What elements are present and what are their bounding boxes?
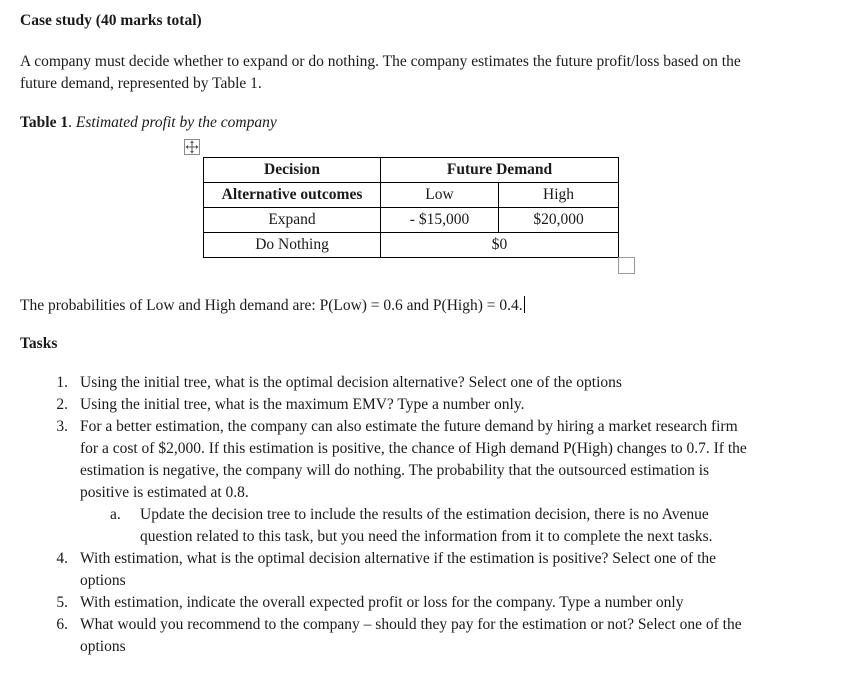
header-future-demand-cell: Future Demand: [381, 158, 619, 183]
task-text-line: for a cost of $2,000. If this estimation is positive, the chance of High demand P(High) changes to 0.7. If the: [80, 440, 747, 457]
subtask-letter: a.: [110, 506, 121, 523]
table-subheader-row: [204, 183, 619, 208]
task-number: 3.: [56, 418, 68, 435]
task-number: 5.: [56, 594, 68, 611]
task-text-line: positive is estimated at 0.8.: [80, 484, 249, 501]
row-merged-cell: $0: [381, 233, 619, 258]
intro-line-1: A company must decide whether to expand or do nothing. The company estimates the future profit/loss based on the: [20, 53, 741, 70]
table-caption-text: Estimated profit by the company: [75, 114, 277, 131]
intro-line-2: future demand, represented by Table 1.: [20, 75, 262, 92]
list-item: [0, 372, 856, 394]
row-label-cell: Do Nothing: [204, 233, 381, 258]
probabilities-sentence: The probabilities of Low and High demand are: P(Low) = 0.6 and P(High) = 0.4.: [20, 297, 523, 314]
task-text-line: What would you recommend to the company – should they pay for the estimation or not? Select one of the: [80, 616, 742, 633]
table-move-handle[interactable]: [184, 139, 200, 155]
subtask-text-line: Update the decision tree to include the results of the estimation decision, there is no Avenue: [140, 506, 709, 523]
task-number: 6.: [56, 616, 68, 633]
text-cursor: [524, 296, 525, 313]
task-text-line: options: [80, 572, 126, 589]
list-item: [0, 504, 856, 548]
list-item: [0, 394, 856, 416]
task-text-line: estimation is negative, the company will do nothing. The probability that the outsourced estimation is: [80, 462, 710, 479]
probabilities-text: [20, 296, 525, 315]
task-number: 1.: [56, 374, 68, 391]
page-title: Case study (40 marks total): [20, 12, 202, 29]
table-resize-handle[interactable]: [618, 257, 635, 274]
task-text: Using the initial tree, what is the optimal decision alternative? Select one of the options: [80, 374, 622, 391]
header-high-cell: High: [499, 183, 619, 208]
table-row: [204, 208, 619, 233]
table-row: [204, 233, 619, 258]
task-text: With estimation, indicate the overall expected profit or loss for the company. Type a number only: [80, 594, 684, 611]
header-decision-cell: Decision: [204, 158, 381, 183]
task-text-line: options: [80, 638, 126, 655]
table-header-row: [204, 158, 619, 183]
row-label-cell: Expand: [204, 208, 381, 233]
header-low-cell: Low: [381, 183, 499, 208]
table-caption-label: Table 1: [20, 114, 69, 131]
decision-table: [203, 157, 619, 258]
row-low-cell: - $15,000: [381, 208, 499, 233]
task-text-line: For a better estimation, the company can also estimate the future demand by hiring a market research firm: [80, 418, 738, 435]
table-caption-sep: .: [68, 114, 76, 131]
task-text: Using the initial tree, what is the maximum EMV? Type a number only.: [80, 396, 525, 413]
list-item: [0, 592, 856, 614]
list-item: [0, 416, 856, 504]
header-alternatives-cell: Alternative outcomes: [204, 183, 381, 208]
move-arrows-icon: [185, 140, 199, 154]
tasks-heading: Tasks: [20, 335, 58, 352]
row-high-cell: $20,000: [499, 208, 619, 233]
table-caption: [20, 114, 277, 132]
tasks-list: [0, 372, 856, 658]
list-item: [0, 614, 856, 658]
task-number: 4.: [56, 550, 68, 567]
list-item: [0, 548, 856, 592]
task-number: 2.: [56, 396, 68, 413]
task-text-line: With estimation, what is the optimal decision alternative if the estimation is positive? Select one of the: [80, 550, 717, 567]
subtask-text-line: question related to this task, but you need the information from it to complete the next tasks.: [140, 528, 713, 545]
